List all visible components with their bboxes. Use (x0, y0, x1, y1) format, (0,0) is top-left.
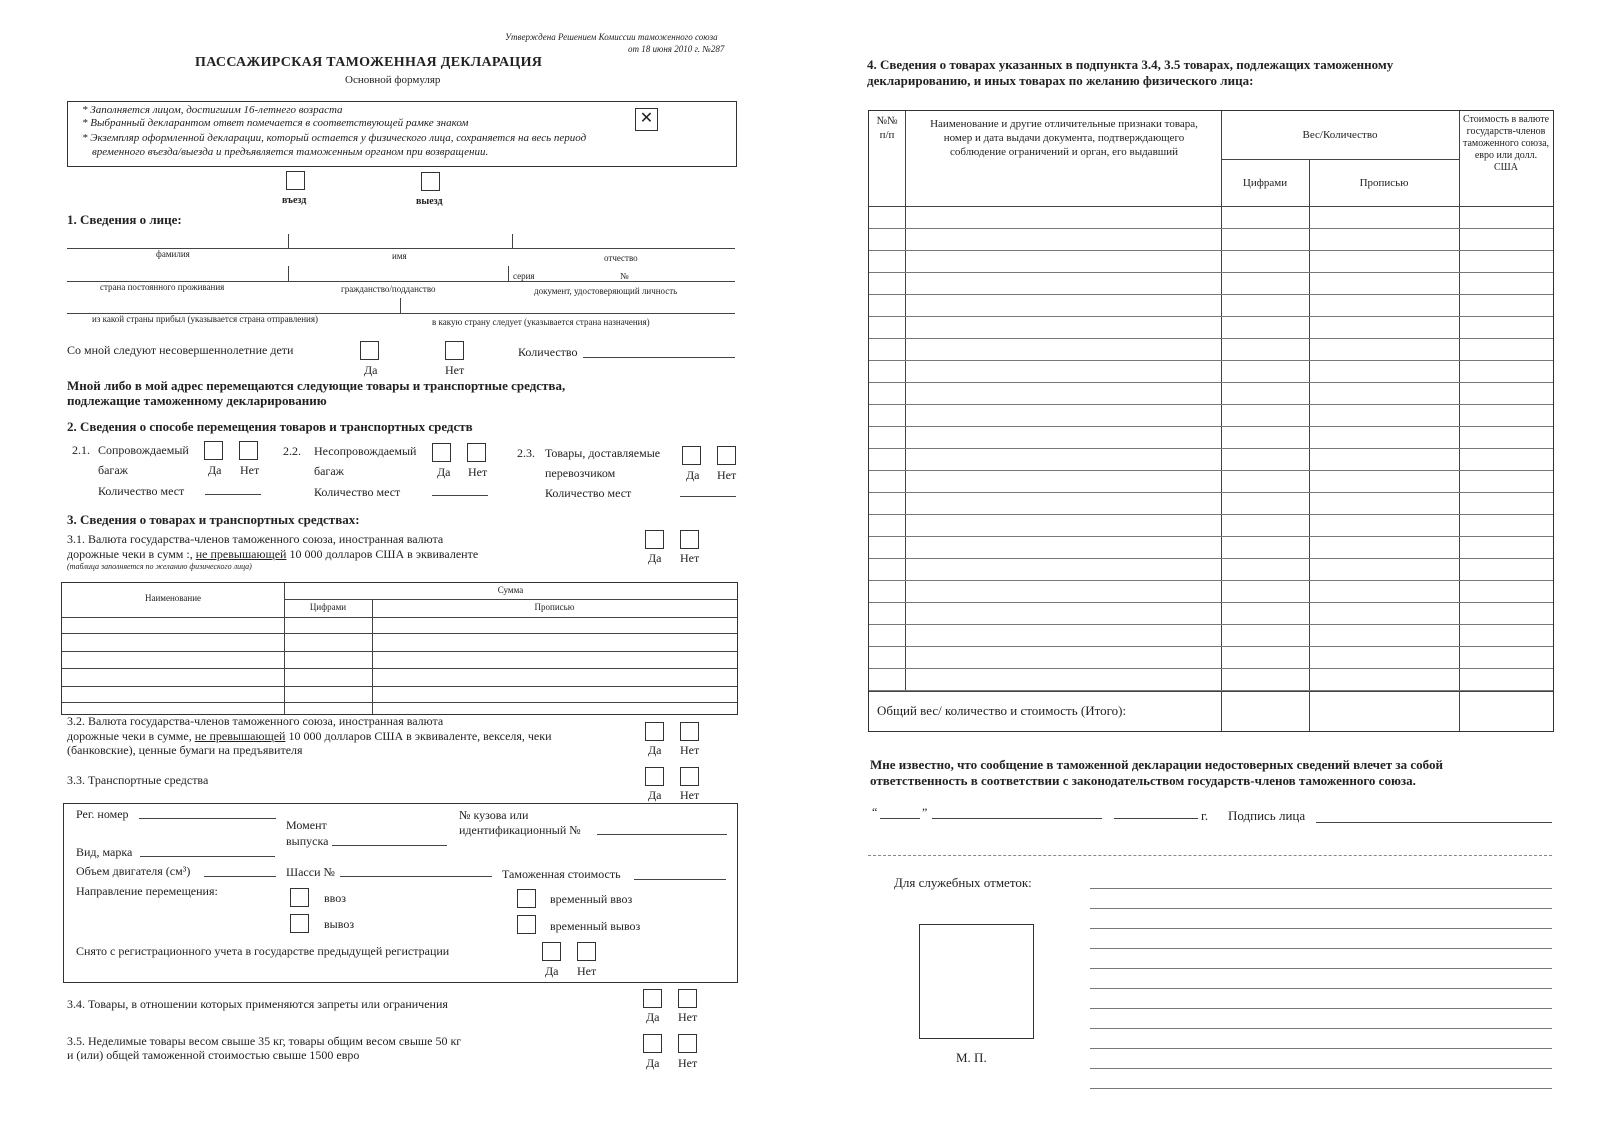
approval-date: от 18 июня 2010 г. №287 (628, 44, 725, 54)
temp-import-checkbox[interactable] (517, 889, 536, 908)
no-label: Нет (240, 463, 260, 477)
quantity-label: Количество (518, 345, 578, 359)
s33-text: 3.3. Транспортные средства (67, 773, 209, 787)
deregistered-yes-checkbox[interactable] (542, 942, 561, 961)
to-country-label: в какую страну следует (указывается страна назначения) (432, 317, 650, 327)
item-number: 2.3. (517, 446, 535, 460)
divider (288, 234, 289, 248)
section4-title: 4. Сведения о товарах указанных в подпункта 3.4, 3.5 товарах, подлежащих таможенному (867, 57, 1394, 72)
month-field[interactable] (932, 818, 1102, 819)
country-residence-label: страна постоянного проживания (100, 282, 225, 292)
col-desc-header: Наименование и другие отличительные признаки товара, номер и дата выдачи документа, подтверждающего соблюдение ограничений и орган, его выдавший (930, 118, 1198, 158)
service-mark-line[interactable] (1090, 968, 1552, 969)
goods-table-row[interactable] (869, 580, 1553, 581)
s35-no-checkbox[interactable] (678, 1034, 697, 1053)
children-quantity-field[interactable] (583, 357, 735, 358)
s33-yes-checkbox[interactable] (645, 767, 664, 786)
type-brand-field[interactable] (140, 856, 275, 857)
item-number: 2.2. (283, 444, 301, 458)
deregistered-no-checkbox[interactable] (577, 942, 596, 961)
name-label: имя (392, 251, 407, 261)
vehicle-box (63, 803, 738, 983)
goods-table-row[interactable] (869, 448, 1553, 449)
page-subtitle: Основной формуляр (345, 74, 441, 86)
col-words-header: Прописью (534, 602, 575, 612)
entry-checkbox[interactable] (286, 171, 305, 190)
quote-close: ” (922, 805, 928, 819)
s31-text-part: 10 000 долларов США в эквиваленте (286, 547, 479, 561)
divider (512, 234, 513, 248)
service-mark-line[interactable] (1090, 928, 1552, 929)
goods-table-row[interactable] (869, 316, 1553, 317)
no-label: Нет (680, 551, 700, 565)
col-weight-header: Вес/Количество (1302, 129, 1378, 141)
col-num-header: п/п (879, 129, 895, 141)
yes-label: Да (364, 363, 378, 377)
from-country-label: из какой страны прибыл (указывается страна отправления) (92, 314, 318, 324)
no-label: Нет (678, 1056, 698, 1070)
cut-line (868, 855, 1552, 856)
carrier-goods-label: перевозчиком (545, 466, 616, 480)
no-label: Нет (680, 788, 700, 802)
year-field[interactable] (1114, 818, 1198, 819)
note-line: * Заполняется лицом, достигшим 16-летнего возраста (82, 104, 343, 116)
divider (508, 266, 509, 281)
s34-yes-checkbox[interactable] (643, 989, 662, 1008)
unaccompanied-no-checkbox[interactable] (467, 443, 486, 462)
places-label: Количество мест (98, 484, 185, 498)
service-mark-line[interactable] (1090, 1068, 1552, 1069)
children-yes-checkbox[interactable] (360, 341, 379, 360)
goods-table-row[interactable] (869, 426, 1553, 427)
goods-table-row[interactable] (869, 558, 1553, 559)
service-mark-line[interactable] (1090, 888, 1552, 889)
col-sum-header: Сумма (497, 585, 524, 595)
s35-yes-checkbox[interactable] (643, 1034, 662, 1053)
s35-text: 3.5. Неделимые товары весом свыше 35 кг, товары общим весом свыше 50 кг (67, 1034, 462, 1048)
goods-table-row[interactable] (869, 646, 1553, 647)
s31-text: 3.1. Валюта государства-членов таможенного союза, иностранная валюта (67, 532, 444, 546)
engine-volume-field[interactable] (204, 876, 276, 877)
body-number-field[interactable] (597, 834, 727, 835)
service-mark-line[interactable] (1090, 1048, 1552, 1049)
service-mark-line[interactable] (1090, 1008, 1552, 1009)
yes-label: Да (545, 964, 559, 978)
s31-text-underlined: не превышающей (195, 547, 287, 561)
goods-statement: подлежащие таможенному декларированию (67, 393, 327, 408)
mark-example-icon: ✕ (635, 108, 658, 131)
reg-number-label: Рег. номер (76, 807, 129, 821)
temp-export-label: временный вывоз (550, 919, 641, 933)
service-mark-line[interactable] (1090, 908, 1552, 909)
unaccompanied-places-field[interactable] (432, 495, 488, 496)
section2-title: 2. Сведения о способе перемещения товаров и транспортных средств (67, 419, 473, 434)
yes-label: Да (648, 743, 662, 757)
s35-text: и (или) общей таможенной стоимостью свыше 1500 евро (67, 1048, 360, 1062)
total-row-label: Общий вес/ количество и стоимость (Итого): (877, 703, 1127, 718)
section1-title: 1. Сведения о лице: (67, 212, 182, 227)
import-label: ввоз (324, 891, 346, 905)
s31-text (67, 547, 478, 562)
goods-table-row[interactable] (869, 338, 1553, 339)
no-label: Нет (468, 465, 488, 479)
goods-table-row[interactable] (869, 272, 1553, 273)
note-line: * Выбранный декларантом ответ помечается в соответствующей рамке знаком (82, 117, 469, 129)
s31-note: (таблица заполняется по желанию физического лица) (67, 562, 252, 571)
yes-label: Да (686, 468, 700, 482)
section4-title: декларированию, и иных товарах по желанию физического лица: (867, 73, 1254, 88)
goods-table-row[interactable] (869, 624, 1553, 625)
col-name-header: Наименование (144, 593, 202, 603)
instructions-box (67, 101, 737, 167)
no-label: Нет (577, 964, 597, 978)
goods-table-row[interactable] (869, 294, 1553, 295)
temp-export-checkbox[interactable] (517, 915, 536, 934)
quote-open: “ (872, 805, 878, 819)
divider (400, 298, 401, 313)
citizenship-label: гражданство/подданство (341, 284, 436, 294)
liability-statement: ответственность в соответствии с законодательством государств-членов таможенного союза. (870, 773, 1416, 788)
goods-table-row[interactable] (869, 382, 1553, 383)
service-mark-line[interactable] (1090, 988, 1552, 989)
s32-no-checkbox[interactable] (680, 722, 699, 741)
item-number: 2.1. (72, 443, 90, 457)
goods-table-row[interactable] (869, 668, 1553, 669)
body-number-label: идентификационный № (459, 823, 581, 837)
divider (288, 266, 289, 281)
s31-no-checkbox[interactable] (680, 530, 699, 549)
export-checkbox[interactable] (290, 914, 309, 933)
import-checkbox[interactable] (290, 888, 309, 907)
signature-field[interactable] (1316, 822, 1552, 823)
temp-import-label: временный ввоз (550, 892, 633, 906)
unaccompanied-yes-checkbox[interactable] (432, 443, 451, 462)
accompanied-places-field[interactable] (205, 494, 261, 495)
liability-statement: Мне известно, что сообщение в таможенной декларации недостоверных сведений влечет за собой (870, 757, 1443, 772)
col-num-header: №№ (876, 115, 898, 127)
exit-checkbox[interactable] (421, 172, 440, 191)
carrier-no-checkbox[interactable] (717, 446, 736, 465)
goods-table-row[interactable] (869, 250, 1553, 251)
col-words-header: Прописью (1359, 177, 1409, 189)
currency-table (61, 582, 738, 715)
unaccompanied-baggage-label: Несопровождаемый (314, 444, 417, 458)
type-brand-label: Вид, марка (76, 845, 133, 859)
s31-yes-checkbox[interactable] (645, 530, 664, 549)
children-no-checkbox[interactable] (445, 341, 464, 360)
surname-label: фамилия (156, 249, 190, 259)
goods-table-row[interactable] (869, 690, 1553, 691)
signature-label: Подпись лица (1228, 808, 1306, 823)
goods-statement: Мной либо в мой адрес перемещаются следующие товары и транспортные средства, (67, 378, 566, 393)
entry-label: въезд (282, 195, 307, 206)
s32-text: (банковские), ценные бумаги на предъявителя (67, 743, 303, 757)
body-number-label: № кузова или (459, 808, 529, 822)
section3-title: 3. Сведения о товарах и транспортных средствах: (67, 512, 360, 527)
id-document-label: документ, удостоверяющий личность (534, 286, 678, 296)
places-label: Количество мест (545, 486, 632, 500)
service-mark-line[interactable] (1090, 1028, 1552, 1029)
goods-table (868, 110, 1554, 732)
goods-table-row[interactable] (869, 602, 1553, 603)
patronymic-label: отчество (604, 253, 638, 263)
col-digits-header: Цифрами (1242, 177, 1288, 189)
unaccompanied-baggage-label: багаж (314, 464, 344, 478)
moment-label: выпуска (286, 834, 329, 848)
day-field[interactable] (880, 818, 920, 819)
deregistered-label: Снято с регистрационного учета в государстве предыдущей регистрации (76, 944, 450, 958)
goods-table-row[interactable] (869, 536, 1553, 537)
year-suffix: г. (1201, 808, 1209, 823)
carrier-places-field[interactable] (680, 496, 736, 497)
goods-table-row[interactable] (869, 228, 1553, 229)
export-label: вывоз (324, 917, 355, 931)
accompanied-baggage-label: багаж (98, 463, 128, 477)
yes-label: Да (648, 788, 662, 802)
goods-table-row[interactable] (869, 492, 1553, 493)
goods-table-row[interactable] (869, 514, 1553, 515)
accompanied-no-checkbox[interactable] (239, 441, 258, 460)
chassis-label: Шасси № (286, 865, 335, 879)
direction-label: Направление перемещения: (76, 884, 218, 898)
page-title: ПАССАЖИРСКАЯ ТАМОЖЕННАЯ ДЕКЛАРАЦИЯ (195, 55, 543, 70)
yes-label: Да (437, 465, 451, 479)
children-label: Со мной следуют несовершеннолетние дети (67, 343, 294, 357)
col-digits-header: Цифрами (309, 602, 347, 612)
customs-value-field[interactable] (634, 879, 726, 880)
note-line: временного въезда/выезда и предъявляется таможенным органом при возвращении. (92, 146, 489, 158)
release-moment-field[interactable] (332, 845, 447, 846)
service-mark-line[interactable] (1090, 948, 1552, 949)
no-label: Нет (717, 468, 737, 482)
carrier-yes-checkbox[interactable] (682, 446, 701, 465)
note-line: * Экземпляр оформленной декларации, который остается у физического лица, сохраняется на весь период (82, 132, 587, 144)
goods-table-row[interactable] (869, 470, 1553, 471)
no-label: Нет (678, 1010, 698, 1024)
places-label: Количество мест (314, 485, 401, 499)
goods-table-row[interactable] (869, 404, 1553, 405)
exit-label: выезд (416, 196, 443, 207)
service-marks-label: Для служебных отметок: (894, 875, 1032, 890)
customs-value-label: Таможенная стоимость (502, 867, 621, 881)
s32-text (67, 729, 552, 744)
accompanied-baggage-label: Сопровождаемый (98, 443, 189, 457)
reg-number-field[interactable] (139, 818, 276, 819)
goods-table-row[interactable] (869, 360, 1553, 361)
service-mark-line[interactable] (1090, 1088, 1552, 1089)
yes-label: Да (646, 1056, 660, 1070)
no-label: Нет (445, 363, 465, 377)
s32-text: 3.2. Валюта государства-членов таможенного союза, иностранная валюта (67, 714, 444, 728)
moment-label: Момент (286, 818, 327, 832)
s32-text-part: 10 000 долларов США в эквиваленте, векселя, чеки (285, 729, 552, 743)
stamp-label: М. П. (956, 1050, 987, 1065)
col-cost-header: Стоимость в валюте государств-членов таможенного союза, евро или долл. США (1462, 114, 1550, 173)
accompanied-yes-checkbox[interactable] (204, 441, 223, 460)
s32-text-part: дорожные чеки в сумме, (67, 729, 195, 743)
yes-label: Да (208, 463, 222, 477)
number-label: № (620, 271, 629, 281)
yes-label: Да (646, 1010, 660, 1024)
s31-text-part: дорожные чеки в сумм :, (67, 547, 196, 561)
chassis-field[interactable] (340, 876, 492, 877)
s33-no-checkbox[interactable] (680, 767, 699, 786)
series-label: серия (513, 271, 535, 281)
engine-volume-label: Объем двигателя (см³) (76, 864, 191, 878)
stamp-box (919, 924, 1034, 1039)
carrier-goods-label: Товары, доставляемые (545, 446, 661, 460)
s32-yes-checkbox[interactable] (645, 722, 664, 741)
s32-text-underlined: не превышающей (194, 729, 286, 743)
yes-label: Да (648, 551, 662, 565)
s34-text: 3.4. Товары, в отношении которых применяются запреты или ограничения (67, 997, 448, 1011)
s34-no-checkbox[interactable] (678, 989, 697, 1008)
no-label: Нет (680, 743, 700, 757)
approval-note: Утверждена Решением Комиссии таможенного союза (505, 32, 718, 42)
